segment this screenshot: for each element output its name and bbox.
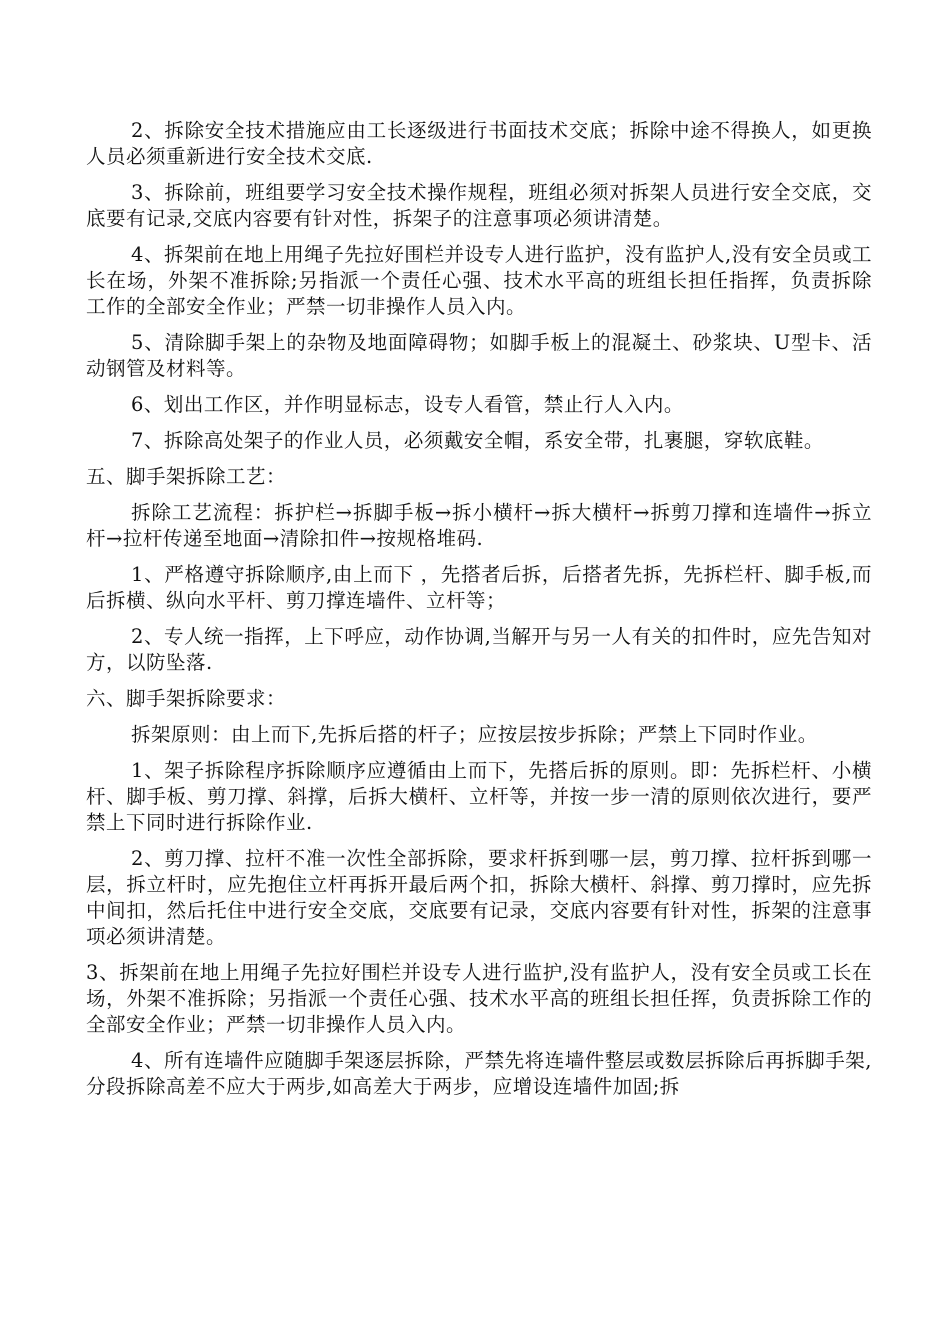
paragraph: 2、拆除安全技术措施应由工长逐级进行书面技术交底；拆除中途不得换人，如更换人员必须重新进行安全技术交底. [86, 119, 872, 168]
document-page [86, 118, 872, 1110]
paragraph: 3、拆除前，班组要学习安全技术操作规程，班组必须对拆架人员进行安全交底，交底要有记录,交底内容要有针对性，拆架子的注意事项必须讲清楚。 [86, 181, 872, 230]
paragraph: 拆除工艺流程：拆护栏→拆脚手板→拆小横杆→拆大横杆→拆剪刀撑和连墙件→拆立杆→拉杆传递至地面→清除扣件→按规格堆码. [86, 501, 872, 550]
section-heading: 五、脚手架拆除工艺： [86, 465, 287, 488]
paragraph: 2、专人统一指挥，上下呼应，动作协调,当解开与另一人有关的扣件时，应先告知对方，以防坠落. [86, 625, 872, 674]
paragraph: 5、清除脚手架上的杂物及地面障碍物；如脚手板上的混凝土、砂浆块、U型卡、活动钢管及材料等。 [86, 331, 872, 380]
paragraph: 1、架子拆除程序拆除顺序应遵循由上而下，先搭后拆的原则。即：先拆栏杆、小横杆、脚手板、剪刀撑、斜撑，后拆大横杆、立杆等，并按一步一清的原则依次进行，要严禁上下同时进行拆除作业. [86, 759, 872, 834]
paragraph: 1、严格遵守拆除顺序,由上而下 ，先搭者后拆，后搭者先拆，先拆栏杆、脚手板,而后拆横、纵向水平杆、剪刀撑连墙件、立杆等； [86, 563, 872, 612]
paragraph: 拆架原则：由上而下,先拆后搭的杆子；应按层按步拆除；严禁上下同时作业。 [131, 723, 818, 746]
paragraph: 2、剪刀撑、拉杆不准一次性全部拆除，要求杆拆到哪一层，剪刀撑、拉杆拆到哪一层，拆立杆时，应先抱住立杆再拆开最后两个扣，拆除大横杆、斜撑、剪刀撑时，应先拆中间扣，然后托住中进行安全交底，交底要有记录，交底内容要有针对性，拆架的注意事项必须讲清楚。 [86, 847, 872, 948]
paragraph: 6、划出工作区，并作明显标志，设专人看管，禁止行人入内。 [131, 393, 684, 416]
paragraph: 3、拆架前在地上用绳子先拉好围栏并设专人进行监护,没有监护人，没有安全员或工长在场，外架不准拆除；另指派一个责任心强、技术水平高的班组长担任挥，负责拆除工作的全部安全作业；严禁一切非操作人员入内。 [86, 961, 872, 1036]
paragraph: 7、拆除高处架子的作业人员，必须戴安全帽，系安全带，扎裹腿，穿软底鞋。 [131, 429, 824, 452]
paragraph: 4、拆架前在地上用绳子先拉好围栏并设专人进行监护，没有监护人,没有安全员或工长在场，外架不准拆除;另指派一个责任心强、技术水平高的班组长担任指挥，负责拆除工作的全部安全作业；严禁一切非操作人员入内。 [86, 243, 872, 318]
paragraph: 4、所有连墙件应随脚手架逐层拆除，严禁先将连墙件整层或数层拆除后再拆脚手架,分段拆除高差不应大于两步,如高差大于两步，应增设连墙件加固;拆 [86, 1049, 872, 1098]
section-heading: 六、脚手架拆除要求： [86, 687, 287, 710]
